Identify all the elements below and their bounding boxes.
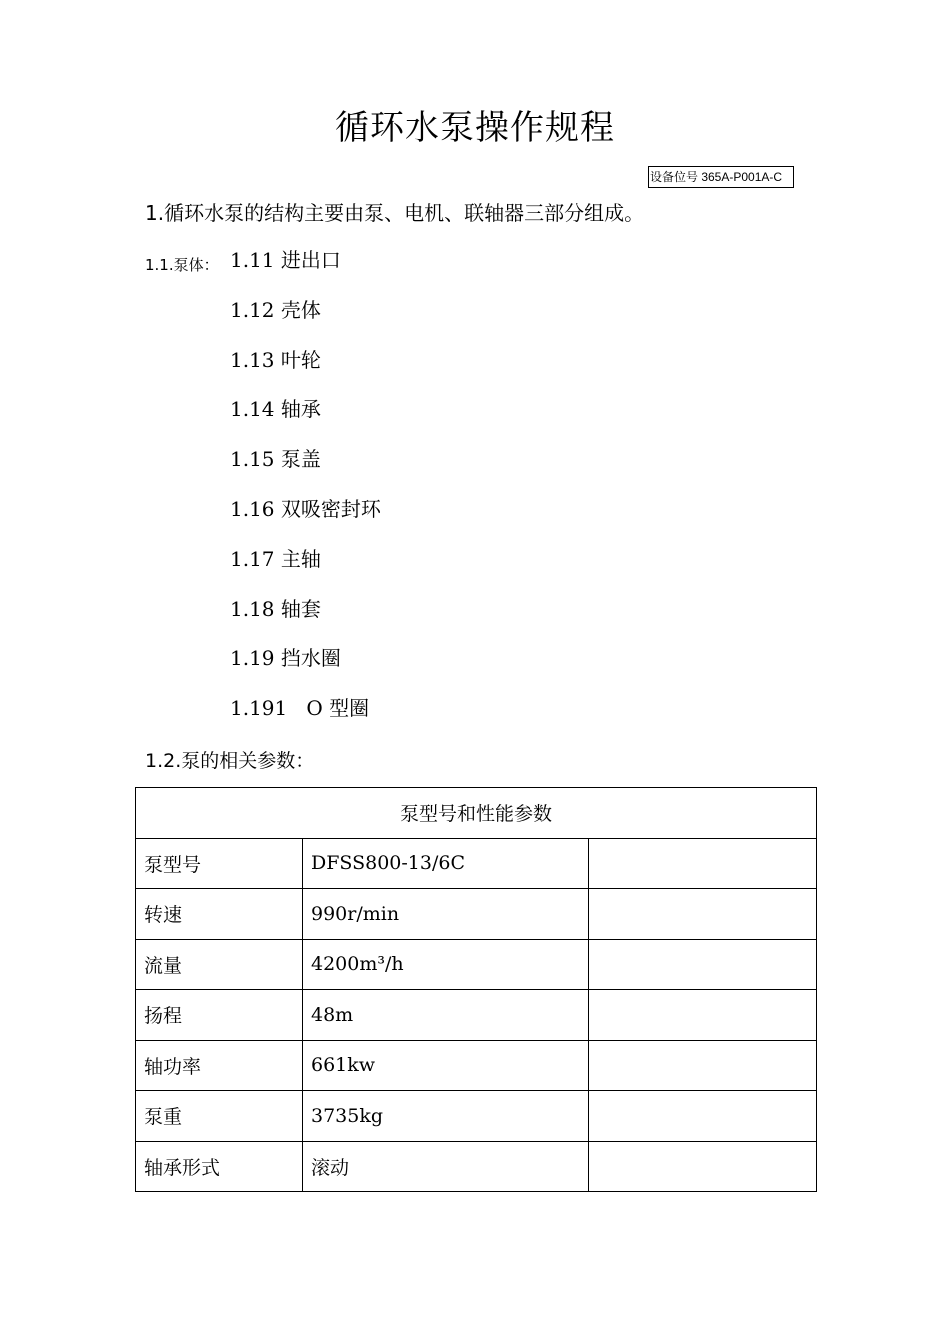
list-item: 1.11 进出口 bbox=[230, 248, 341, 272]
list-item: 1.19 挡水圈 bbox=[230, 646, 341, 671]
param-label: 泵型号 bbox=[136, 838, 303, 889]
section-1-2-heading: 1.2.泵的相关参数： bbox=[145, 750, 315, 772]
list-item: 1.12 壳体 bbox=[230, 297, 321, 322]
table-header-row bbox=[136, 788, 817, 839]
table-row bbox=[136, 1091, 817, 1142]
param-note bbox=[589, 1141, 817, 1192]
param-label: 扬程 bbox=[136, 990, 303, 1041]
param-note bbox=[589, 939, 817, 990]
param-note bbox=[589, 889, 817, 940]
table-caption: 泵型号和性能参数 bbox=[136, 788, 817, 839]
table-row bbox=[136, 889, 817, 940]
section-1-heading: 1.循环水泵的结构主要由泵、电机、联轴器三部分组成。 bbox=[145, 201, 645, 225]
table-row bbox=[136, 990, 817, 1041]
page-title: 循环水泵操作规程 bbox=[335, 108, 615, 148]
pump-parts-list bbox=[230, 246, 381, 744]
list-item: 1.18 轴套 bbox=[230, 596, 321, 621]
param-note bbox=[589, 838, 817, 889]
param-label: 轴功率 bbox=[136, 1040, 303, 1091]
param-label: 轴承形式 bbox=[136, 1141, 303, 1192]
param-value: DFSS800-13/6C bbox=[303, 838, 589, 889]
param-value: 990r/min bbox=[303, 889, 589, 940]
param-value: 48m bbox=[303, 990, 589, 1041]
param-label: 泵重 bbox=[136, 1091, 303, 1142]
param-value: 3735kg bbox=[303, 1091, 589, 1142]
list-item: 1.14 轴承 bbox=[230, 397, 321, 422]
table-row bbox=[136, 1141, 817, 1192]
list-item: 1.15 泵盖 bbox=[230, 447, 321, 472]
list-item: 1.13 叶轮 bbox=[230, 347, 321, 372]
param-label: 转速 bbox=[136, 889, 303, 940]
pump-parameters-table bbox=[135, 787, 817, 1192]
list-item: 1.191 O 型圈 bbox=[230, 696, 370, 721]
param-value: 滚动 bbox=[303, 1141, 589, 1192]
table-row bbox=[136, 939, 817, 990]
table-row bbox=[136, 838, 817, 889]
param-note bbox=[589, 990, 817, 1041]
param-note bbox=[589, 1040, 817, 1091]
equipment-tag-box: 设备位号 365A-P001A-C bbox=[648, 166, 794, 188]
param-label: 流量 bbox=[136, 939, 303, 990]
param-value: 661kw bbox=[303, 1040, 589, 1091]
list-item: 1.16 双吸密封环 bbox=[230, 496, 381, 521]
table-row bbox=[136, 1040, 817, 1091]
section-1-1-label: 1.1.泵体： bbox=[145, 256, 219, 274]
list-item: 1.17 主轴 bbox=[230, 546, 321, 571]
param-value: 4200m³/h bbox=[303, 939, 589, 990]
param-note bbox=[589, 1091, 817, 1142]
